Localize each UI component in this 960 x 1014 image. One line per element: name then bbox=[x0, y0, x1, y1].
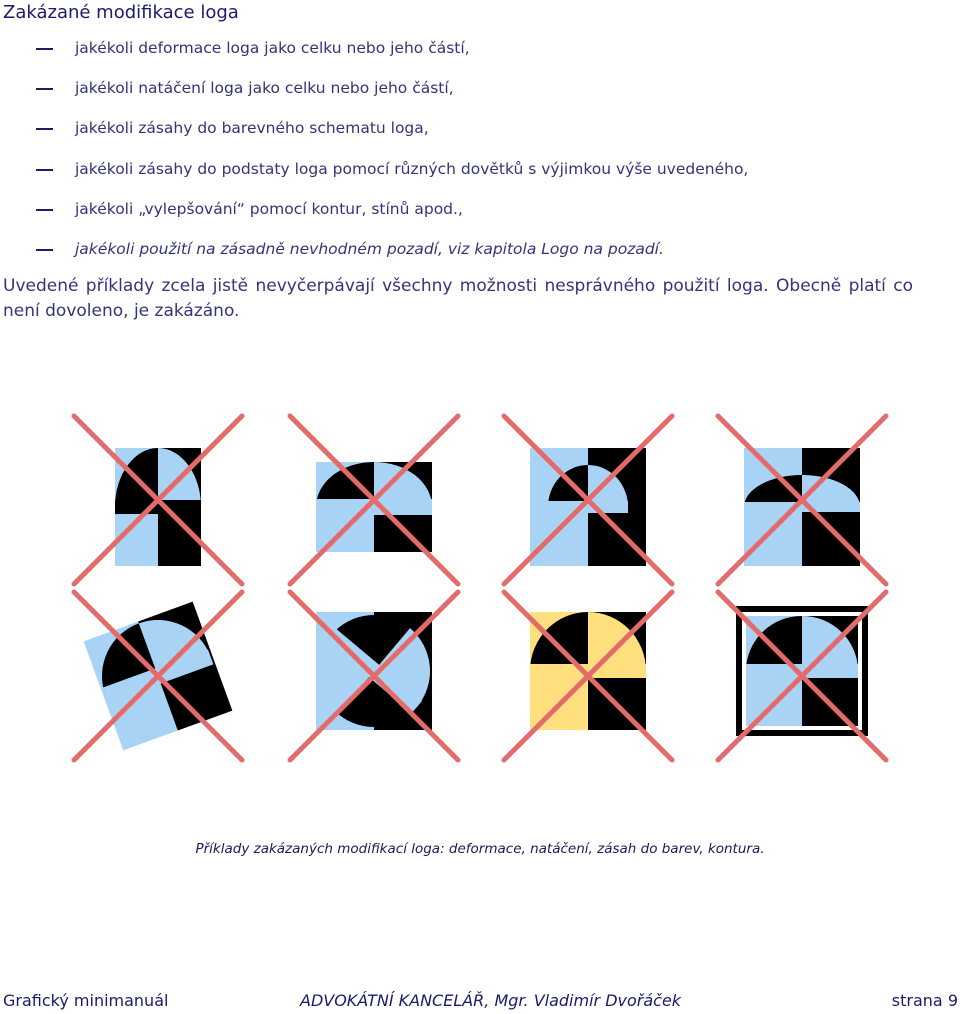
footer-company-name: ADVOKÁTNÍ KANCELÁŘ, Mgr. Vladimír Dvořáček bbox=[300, 991, 682, 1010]
recolored-logo-shape bbox=[530, 612, 646, 730]
list-item: jakékoli zásahy do podstaty loga pomocí různých dovětků s výjimkou výše uvedeného, bbox=[0, 159, 960, 199]
dash-bullet-icon bbox=[36, 249, 53, 251]
list-item: jakékoli deformace loga jako celku nebo jeho částí, bbox=[0, 38, 960, 78]
footer-manual-title: Grafický minimanuál bbox=[3, 991, 169, 1010]
deformed-logo-tall-shape bbox=[115, 448, 201, 566]
cross-out-icon bbox=[290, 416, 458, 584]
list-item: jakékoli použití na zásadně nevhodném pozadí, viz kapitola Logo na pozadí. bbox=[0, 239, 960, 279]
list-item: jakékoli „vylepšování“ pomocí kontur, stínů apod., bbox=[0, 199, 960, 239]
deformed-logo-wide-ellipse-shape bbox=[744, 448, 860, 566]
forbidden-examples-grid bbox=[0, 400, 960, 820]
dash-bullet-icon bbox=[36, 88, 53, 90]
contoured-logo-shape bbox=[736, 606, 868, 736]
rotated-inner-logo-icon bbox=[286, 588, 462, 764]
rotated-inner-logo-shape bbox=[295, 592, 453, 750]
deformed-logo-small-circle-icon bbox=[500, 412, 676, 588]
section-heading: Zakázané modifikace loga bbox=[3, 2, 239, 23]
contoured-logo-icon bbox=[714, 588, 890, 764]
deformed-logo-wide-icon bbox=[286, 412, 462, 588]
dash-bullet-icon bbox=[36, 128, 53, 130]
general-note: Uvedené příklady zcela jistě nevyčerpávají všechny možnosti nesprávného použití loga. Obecně platí co není dovoleno, je zakázáno. bbox=[3, 276, 913, 321]
recolored-logo-icon bbox=[500, 588, 676, 764]
deformed-logo-small-circle-shape bbox=[530, 448, 646, 566]
rotated-logo-icon bbox=[70, 588, 246, 764]
list-item: jakékoli natáčení loga jako celku nebo jeho částí, bbox=[0, 78, 960, 118]
page-footer bbox=[0, 988, 960, 1014]
list-item: jakékoli zásahy do barevného schematu loga, bbox=[0, 118, 960, 158]
deformed-logo-tall-icon bbox=[70, 412, 246, 588]
dash-bullet-icon bbox=[36, 169, 53, 171]
figure-caption: Příklady zakázaných modifikací loga: deformace, natáčení, zásah do barev, kontura. bbox=[195, 841, 765, 857]
page-number: strana 9 bbox=[891, 991, 958, 1010]
dash-bullet-icon bbox=[36, 209, 53, 211]
forbidden-rules-list bbox=[0, 38, 960, 279]
dash-bullet-icon bbox=[36, 48, 53, 50]
deformed-logo-wide-ellipse-icon bbox=[714, 412, 890, 588]
